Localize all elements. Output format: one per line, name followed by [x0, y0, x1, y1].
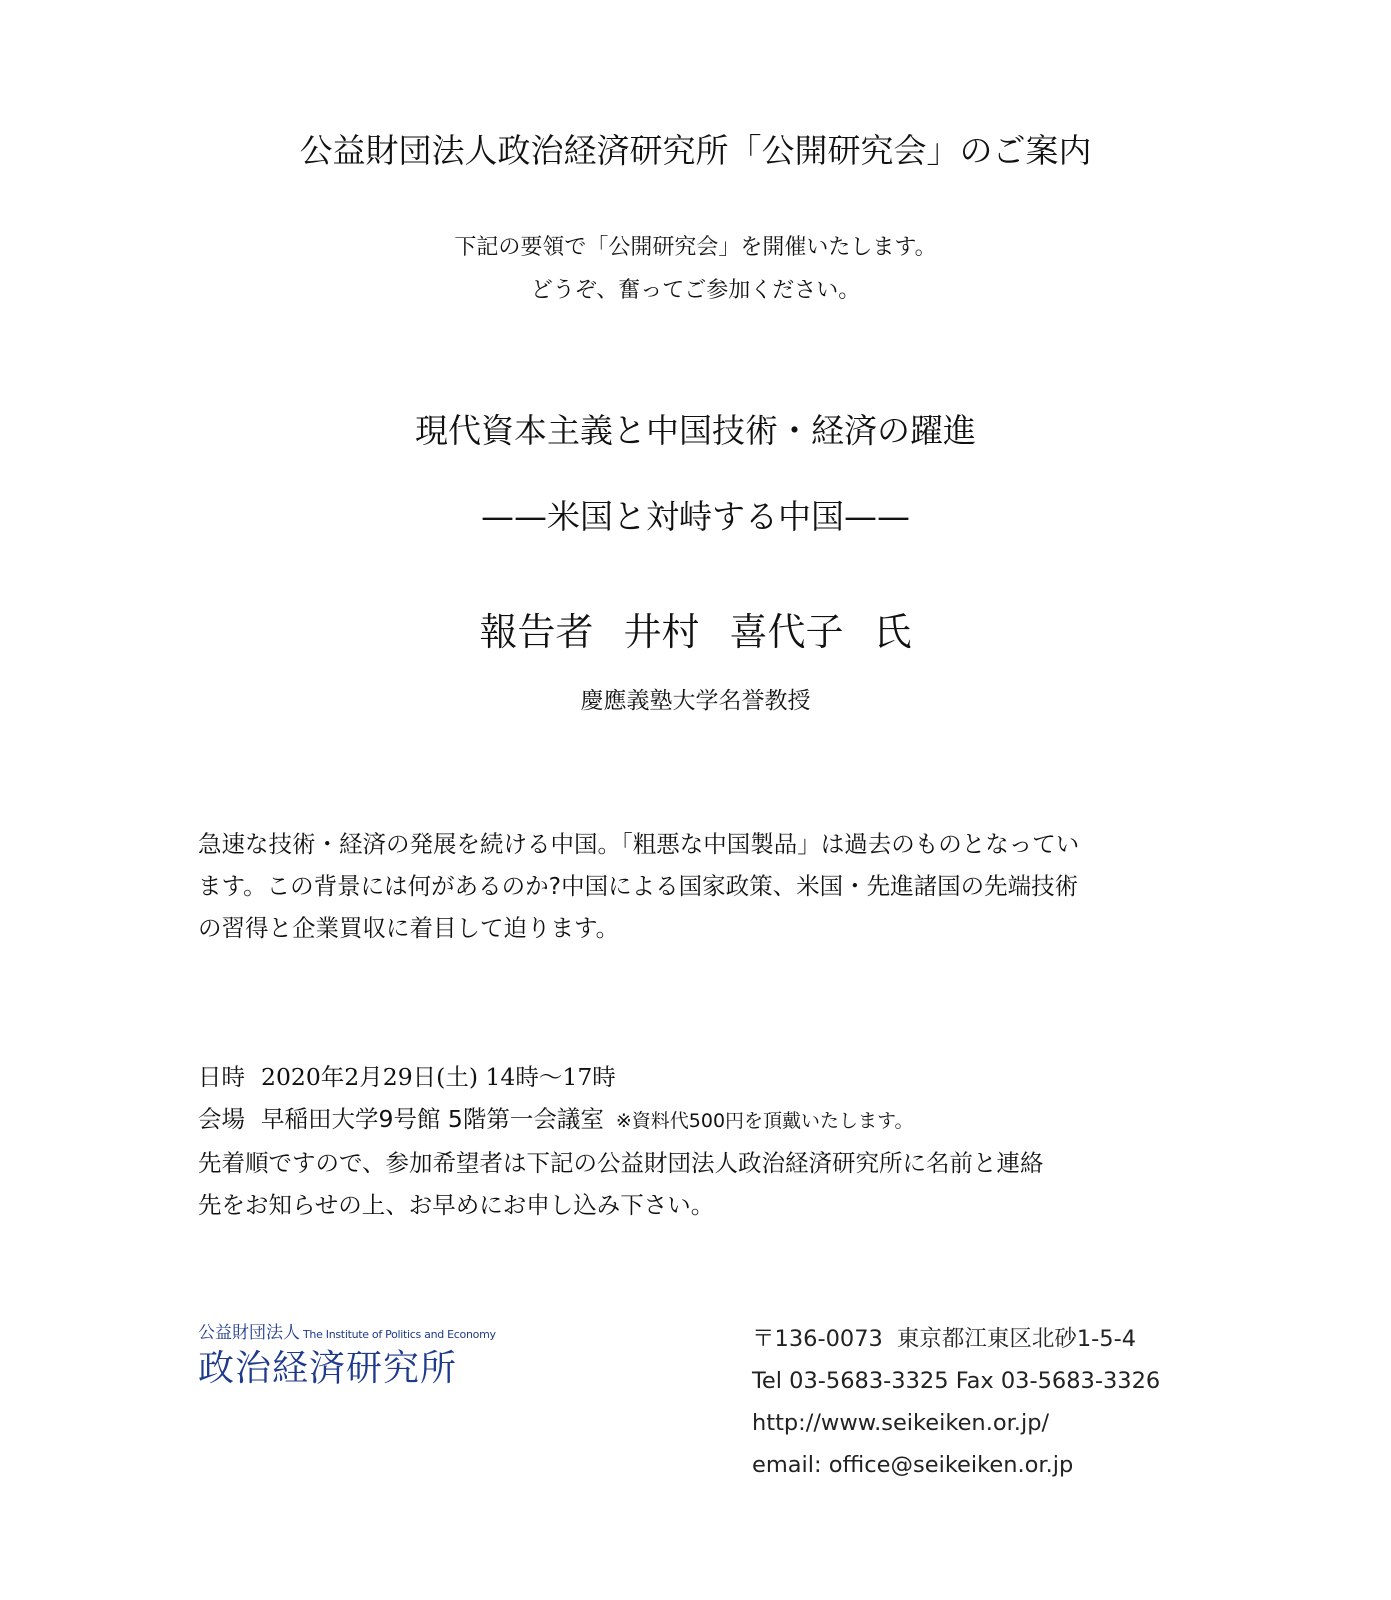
- abstract-line: の習得と企業買収に着目して迫ります。: [198, 914, 620, 942]
- lecture-subtitle: ——米国と対峙する中国——: [481, 497, 910, 536]
- speaker-honorific: 氏: [873, 610, 912, 654]
- datetime-row: [198, 1056, 1198, 1098]
- phone-fax: Tel 03-5683-3325 Fax 03-5683-3326: [752, 1368, 1161, 1394]
- intro-line: 下記の要領で「公開研究会」を開催いたします。: [454, 235, 937, 260]
- speaker-label: 報告者: [479, 610, 594, 654]
- logo-small-row: [198, 1322, 496, 1346]
- postal-code: 〒136-0073: [752, 1326, 883, 1352]
- document-title: 公益財団法人政治経済研究所「公開研究会」のご案内: [299, 131, 1092, 170]
- contact-info: [752, 1318, 1160, 1486]
- speaker-given-name: 喜代子: [729, 610, 844, 654]
- speaker-line: [0, 605, 1391, 659]
- venue-note: ※資料代500円を頂戴いたします。: [615, 1110, 914, 1132]
- apply-line: 先をお知らせの上、お早めにお申し込み下さい。: [198, 1191, 715, 1219]
- logo-small-jp: 公益財団法人: [198, 1323, 300, 1343]
- venue-label: 会場: [198, 1105, 245, 1133]
- speaker-affiliation: 慶應義塾大学名誉教授: [580, 688, 811, 714]
- event-details: [198, 1056, 1198, 1226]
- abstract-line: ます。この背景には何があるのか?中国による国家政策、米国・先進諸国の先端技術: [198, 872, 1079, 900]
- abstract-line: 急速な技術・経済の発展を続ける中国。「粗悪な中国製品」は過去のものとなってい: [198, 830, 1080, 858]
- lecture-title: 現代資本主義と中国技術・経済の躍進: [415, 411, 976, 450]
- venue-value: 早稲田大学9号館 5階第一会議室: [261, 1105, 604, 1133]
- venue-row: [198, 1098, 1198, 1142]
- website-url: http://www.seikeiken.or.jp/: [752, 1410, 1050, 1436]
- intro-text: [0, 226, 1391, 312]
- speaker-family-name: 井村: [623, 610, 700, 654]
- logo-big-jp: 政治経済研究所: [198, 1348, 458, 1389]
- abstract: [198, 823, 1198, 949]
- datetime-label: 日時: [198, 1063, 245, 1091]
- apply-line: 先着順ですので、参加希望者は下記の公益財団法人政治経済研究所に名前と連絡: [198, 1149, 1044, 1177]
- institute-logo: [198, 1322, 496, 1392]
- address-line: [752, 1318, 1160, 1360]
- email-address: email: office@seikeiken.or.jp: [752, 1452, 1074, 1478]
- address: 東京都江東区北砂1-5-4: [896, 1326, 1137, 1352]
- intro-line: どうぞ、奮ってご参加ください。: [530, 278, 861, 303]
- datetime-value: 2020年2月29日(土) 14時～17時: [261, 1063, 616, 1091]
- logo-small-en: The Institute of Politics and Economy: [303, 1328, 496, 1341]
